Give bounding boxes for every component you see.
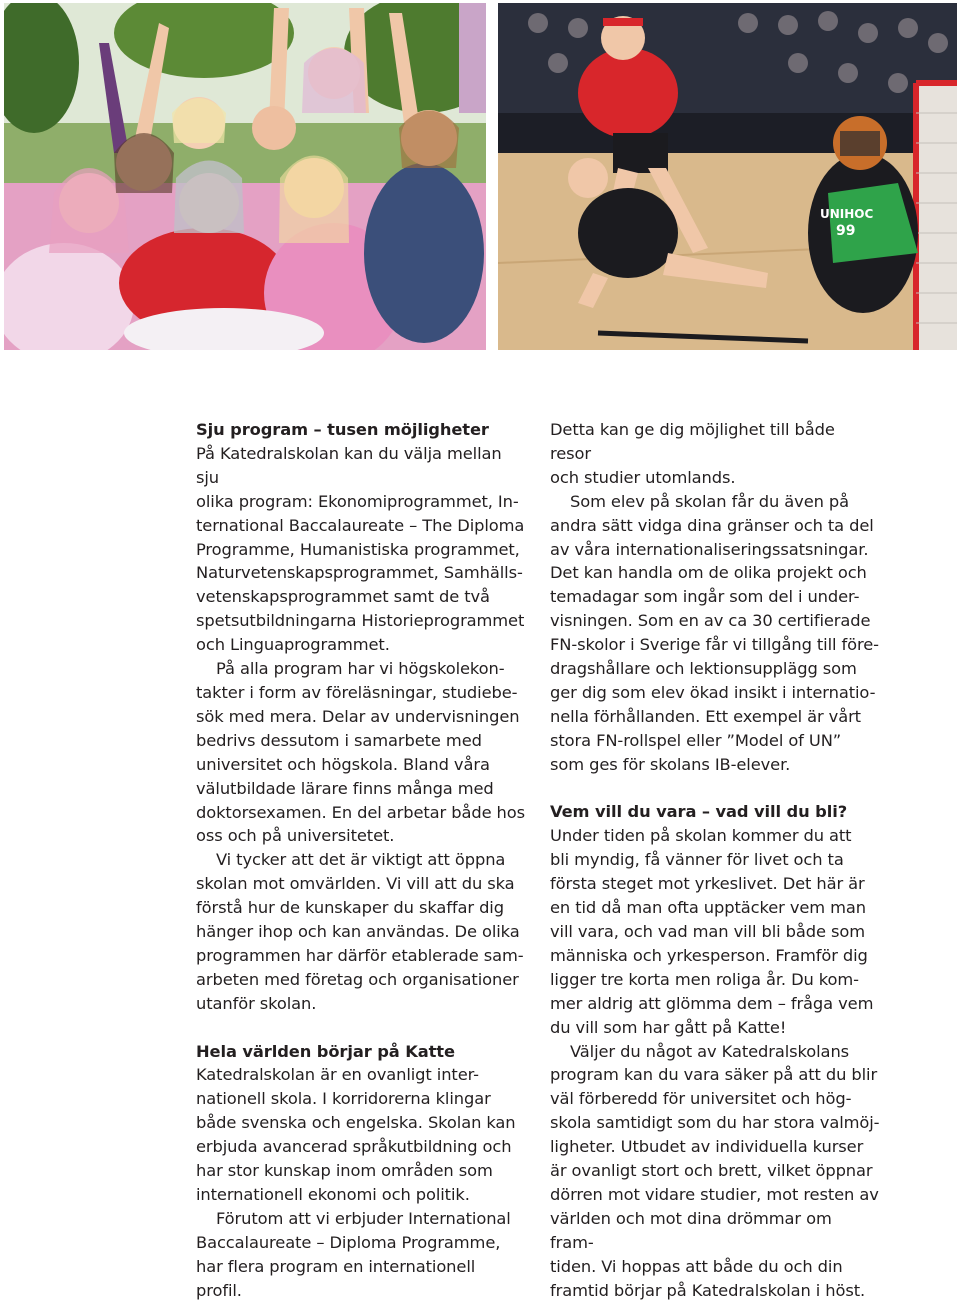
floorball-match-image [498, 3, 957, 350]
celebrating-students-photo [4, 3, 486, 350]
paragraph-choose-katedralskolan: Väljer du något av Katedralskolans program kan du vara säker på att du blir väl förberedd för universitet och hög- skola samtidigt som du har stora valmöj- ligheter. Utbudet av individuella kurser är ovanligt stort och brett, vilket öppnar dörren mot vidare studier, mot resten av världen och mot dina drömmar om fram- tiden. Vi hoppas att både du och din framtid börjar på Katedralskolan i höst. [550, 1041, 880, 1300]
article-right-column [550, 418, 880, 1303]
floorball-match-photo [498, 3, 957, 350]
paragraph-school-years: Under tiden på skolan kommer du att bli myndig, få vänner för livet och ta första steget mot yrkeslivet. Det här är en tid då man ofta upptäcker vem man vill vara, och vad man vill bli både som människa och yrkesperson. Framför dig ligger tre korta men roliga år. Du kom- mer aldrig att glömma dem – fråga vem du vill som har gått på Katte! [550, 826, 874, 1037]
paragraph-internationalisation: Som elev på skolan får du även på andra sätt vidga dina gränser och ta del av våra internationaliseringssatsningar. Det kan handla om de olika projekt och temadagar som ingår som del i under- visningen. Som en av ca 30 certifierade FN-skolor i Sverige får vi tillgång till före- dragshållare och lektionsupplägg som ger dig som elev ökad insikt i internatio- nella förhållanden. Ett exempel är vårt stora FN-rollspel eller ”Model of UN” som ges för skolans IB-elever. [550, 491, 879, 774]
celebrating-students-image [4, 3, 486, 350]
heading-seven-programs: Sju program – tusen möjligheter [196, 420, 489, 439]
section-spacer [196, 1016, 526, 1040]
paragraph-ib-programme: Förutom att vi erbjuder International Baccalaureate – Diploma Programme, har flera program en internationell profil. [196, 1208, 511, 1300]
paragraph-open-school: Vi tycker att det är viktigt att öppna skolan mot omvärlden. Vi vill att du ska förstå hur de kunskaper du skaffar dig hänger ihop och kan användas. De olika programmen har därför etablerade sam- arbeten med företag och organisationer utanför skolan. [196, 850, 524, 1013]
article-left-column [196, 418, 526, 1303]
paragraph-university-contacts: På alla program har vi högskolekon- takter i form av föreläsningar, studiebe- sök med mera. Delar av undervisningen bedrivs dessutom i samarbete med universitet och högskola. Bland våra välutbildade lärare finns många med doktorsexamen. En del arbetar både hos oss och på universitetet. [196, 659, 526, 846]
paragraph-programs-intro: På Katedralskolan kan du välja mellan sju olika program: Ekonomiprogrammet, In- ternational Baccalaureate – The Diploma Programme, Humanistiska programmet, Naturvetenskapsprogrammet, Samhälls- vetenskapsprogrammet samt de två spetsutbildningarna Historieprogrammet och Linguaprogrammet. [196, 443, 525, 655]
paragraph-travel-studies: Detta kan ge dig möjlighet till både resor och studier utomlands. [550, 420, 835, 487]
section-spacer [550, 777, 880, 801]
goalie-brand-label: UNIHOC [820, 207, 874, 221]
paragraph-international-school: Katedralskolan är en ovanligt inter- nationell skola. I korridorerna klingar både svenska och engelska. Skolan kan erbjuda avancerad språkutbildning och har stor kunskap inom områden som internationell ekonomi och politik. [196, 1065, 516, 1204]
heading-who-do-you-want-to-be: Vem vill du vara – vad vill du bli? [550, 802, 848, 822]
goalie-jersey-number: 99 [836, 223, 856, 239]
heading-whole-world: Hela världen börjar på Katte [196, 1041, 455, 1061]
